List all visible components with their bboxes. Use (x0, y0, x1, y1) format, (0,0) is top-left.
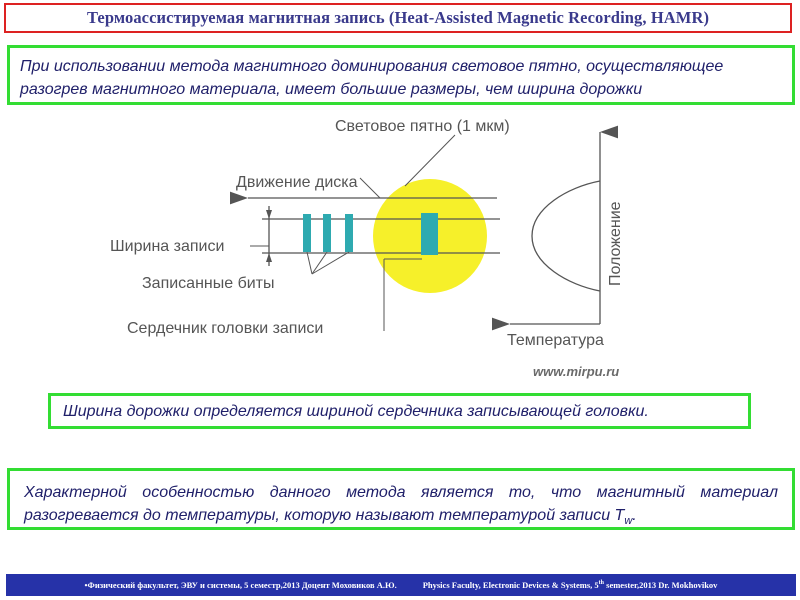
slide-title: Термоассистируемая магнитная запись (Heat-Assisted Magnetic Recording, HAMR) (86, 8, 710, 27)
track-width-label: Ширина записи (110, 238, 225, 255)
light-spot-leader (405, 135, 455, 186)
track-note-box (48, 393, 751, 429)
written-bit-2 (323, 214, 331, 252)
written-bit-1 (303, 214, 311, 252)
position-label: Положение (607, 201, 624, 286)
disk-motion-leader (360, 178, 380, 198)
head-core (421, 213, 438, 255)
footer-right-sup: th (598, 580, 605, 587)
temperature-profile (532, 181, 600, 291)
footer-left: •Физический факультет, ЭВУ и системы, 5 семестр,2013 Доцент Моховиков А.Ю. (84, 580, 397, 590)
track-width-arrow-bottom (266, 253, 272, 262)
temperature-label: Температура (507, 332, 604, 349)
intro-text: При использовании метода магнитного доминирования световое пятно, осуществляющее разогрев магнитного материала, имеет большие размеры, чем ширина дорожки (20, 58, 724, 98)
footer-right-post: semester,2013 Dr. Mokhovikov (604, 580, 718, 590)
bits-leader-2 (312, 252, 327, 274)
feature-box (7, 468, 795, 530)
hamr-diagram (0, 105, 800, 390)
footer-bar (6, 574, 796, 596)
feature-text-end: . (632, 507, 637, 524)
footer-right (423, 580, 718, 590)
feature-text: Характерной особенностью данного метода является то, что магнитный материал разогревается до температуры, которую называют температурой записи T (24, 484, 778, 524)
bits-leader-3 (312, 252, 349, 274)
disk-motion-label: Движение диска (236, 174, 358, 191)
title-bar (4, 3, 792, 33)
track-note-text: Ширина дорожки определяется шириной сердечника записывающей головки. (63, 403, 649, 420)
footer-right-pre: Physics Faculty, Electronic Devices & Systems, 5 (422, 580, 599, 590)
feature-subscript: w (624, 515, 633, 528)
light-spot-label: Световое пятно (1 мкм) (335, 118, 510, 135)
written-bit-3 (345, 214, 353, 252)
bits-leader-1 (307, 252, 312, 274)
watermark: www.mirpu.ru (533, 364, 620, 379)
intro-box (7, 45, 795, 105)
written-bits-label: Записанные биты (142, 275, 275, 292)
head-core-label: Сердечник головки записи (127, 320, 324, 337)
track-width-arrow-top (266, 210, 272, 219)
